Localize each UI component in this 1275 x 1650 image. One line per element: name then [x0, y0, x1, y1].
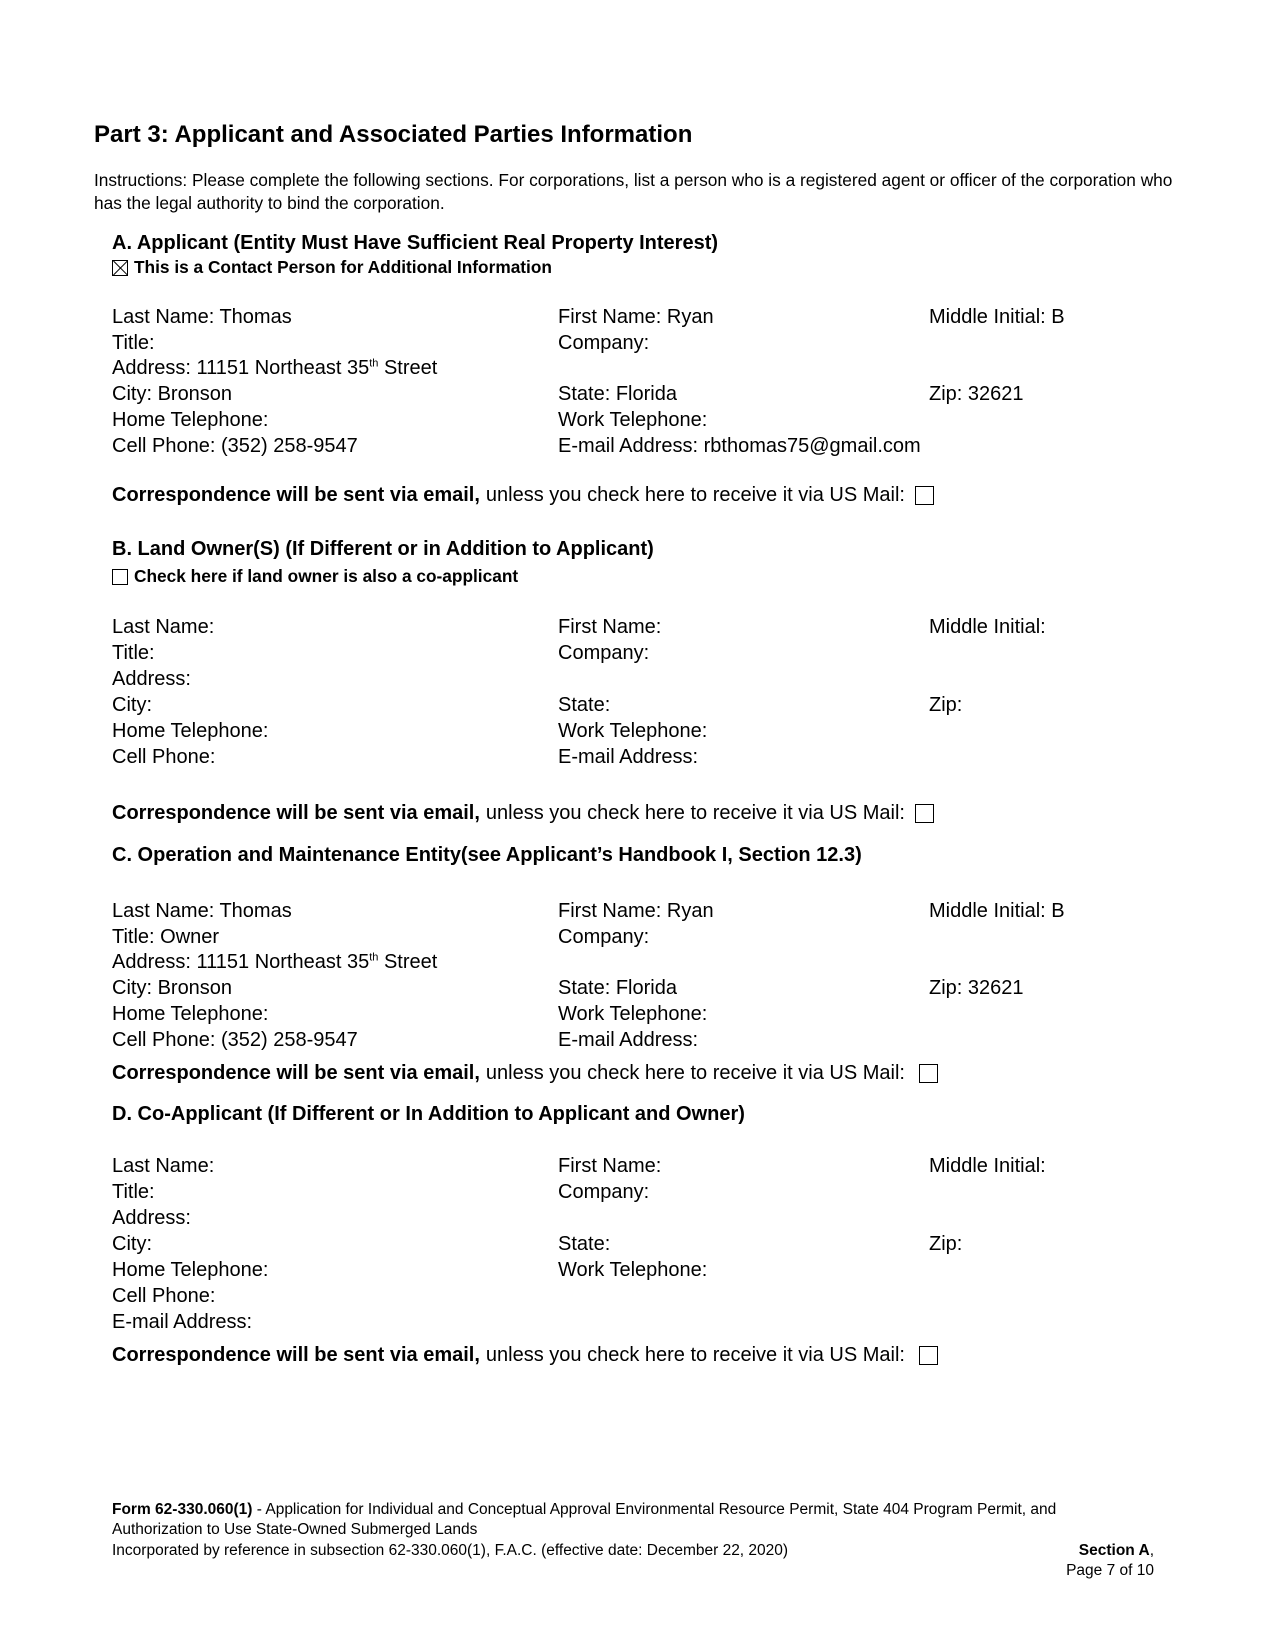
d-first-name: First Name:: [558, 1155, 662, 1177]
b-first-name: First Name:: [558, 616, 662, 638]
a-state: State: Florida: [558, 383, 677, 405]
section-b-coapplicant-checkbox-row[interactable]: [112, 566, 518, 587]
c-middle-initial: Middle Initial: B: [929, 900, 1065, 922]
correspondence-text: unless you check here to receive it via US Mail:: [485, 1062, 905, 1084]
c-cell-phone: Cell Phone: (352) 258-9547: [112, 1029, 358, 1051]
a-us-mail-checkbox[interactable]: [915, 486, 934, 505]
correspondence-text: unless you check here to receive it via US Mail:: [485, 1344, 905, 1366]
contact-person-label: This is a Contact Person for Additional Information: [134, 257, 552, 277]
b-last-name: Last Name:: [112, 616, 215, 638]
b-company: Company:: [558, 642, 650, 664]
c-email: E-mail Address:: [558, 1029, 699, 1051]
c-last-name: Last Name: Thomas: [112, 900, 292, 922]
a-correspondence-row: [112, 484, 934, 507]
d-company: Company:: [558, 1181, 650, 1203]
footer-form-number: Form 62-330.060(1): [112, 1501, 253, 1518]
c-address: Address: 11151 Northeast 35th Street: [112, 951, 438, 973]
contact-person-checkbox[interactable]: [112, 260, 128, 276]
d-cell-phone: Cell Phone:: [112, 1285, 216, 1307]
d-correspondence-row: [112, 1344, 938, 1367]
d-title: Title:: [112, 1181, 155, 1203]
d-state: State:: [558, 1233, 611, 1255]
b-work-telephone: Work Telephone:: [558, 720, 708, 742]
correspondence-bold: Correspondence will be sent via email,: [112, 1062, 480, 1084]
b-email: E-mail Address:: [558, 746, 699, 768]
footer-form-line: [112, 1500, 1056, 1520]
a-address: Address: 11151 Northeast 35th Street: [112, 357, 438, 379]
d-home-telephone: Home Telephone:: [112, 1259, 269, 1281]
d-address: Address:: [112, 1207, 191, 1229]
correspondence-bold: Correspondence will be sent via email,: [112, 1344, 480, 1366]
land-owner-coapplicant-checkbox[interactable]: [112, 569, 128, 585]
d-city: City:: [112, 1233, 152, 1255]
a-last-name: Last Name: Thomas: [112, 306, 292, 328]
a-zip: Zip: 32621: [929, 383, 1024, 405]
d-middle-initial: Middle Initial:: [929, 1155, 1046, 1177]
a-title: Title:: [112, 332, 155, 354]
a-first-name: First Name: Ryan: [558, 306, 714, 328]
a-cell-phone: Cell Phone: (352) 258-9547: [112, 435, 358, 457]
a-middle-initial: Middle Initial: B: [929, 306, 1065, 328]
a-email: E-mail Address: rbthomas75@gmail.com: [558, 435, 921, 457]
b-home-telephone: Home Telephone:: [112, 720, 269, 742]
c-work-telephone: Work Telephone:: [558, 1003, 708, 1025]
c-us-mail-checkbox[interactable]: [919, 1064, 938, 1083]
c-title: Title: Owner: [112, 926, 220, 948]
footer-page-number: Page 7 of 10: [1066, 1562, 1154, 1579]
d-zip: Zip:: [929, 1233, 963, 1255]
d-email: E-mail Address:: [112, 1311, 253, 1333]
instructions-text: Instructions: Please complete the following sections. For corporations, list a person who is a registered agent or officer of the corporation who has the legal authority to bind the corporation.: [94, 170, 1173, 213]
b-title: Title:: [112, 642, 155, 664]
c-zip: Zip: 32621: [929, 977, 1024, 999]
c-first-name: First Name: Ryan: [558, 900, 714, 922]
b-zip: Zip:: [929, 694, 963, 716]
b-state: State:: [558, 694, 611, 716]
footer-incorporated: Incorporated by reference in subsection 62-330.060(1), F.A.C. (effective date: December 22, 2020): [112, 1542, 789, 1559]
correspondence-bold: Correspondence will be sent via email,: [112, 484, 480, 506]
correspondence-bold: Correspondence will be sent via email,: [112, 802, 480, 824]
c-correspondence-row: [112, 1062, 938, 1085]
b-cell-phone: Cell Phone:: [112, 746, 216, 768]
c-home-telephone: Home Telephone:: [112, 1003, 269, 1025]
d-work-telephone: Work Telephone:: [558, 1259, 708, 1281]
section-b-heading: B. Land Owner(S) (If Different or in Addition to Applicant): [112, 538, 654, 560]
correspondence-text: unless you check here to receive it via US Mail:: [485, 484, 905, 506]
page-title: Part 3: Applicant and Associated Parties Information: [94, 121, 693, 148]
b-us-mail-checkbox[interactable]: [915, 804, 934, 823]
b-middle-initial: Middle Initial:: [929, 616, 1046, 638]
c-state: State: Florida: [558, 977, 677, 999]
b-city: City:: [112, 694, 152, 716]
a-work-telephone: Work Telephone:: [558, 409, 708, 431]
c-city: City: Bronson: [112, 977, 233, 999]
section-a-heading: A. Applicant (Entity Must Have Sufficient Real Property Interest): [112, 232, 719, 254]
section-a-contact-checkbox-row[interactable]: [112, 257, 552, 278]
section-d-heading: D. Co-Applicant (If Different or In Addition to Applicant and Owner): [112, 1103, 745, 1125]
d-us-mail-checkbox[interactable]: [919, 1346, 938, 1365]
section-c-heading: C. Operation and Maintenance Entity(see Applicant’s Handbook I, Section 12.3): [112, 844, 862, 866]
a-city: City: Bronson: [112, 383, 233, 405]
land-owner-coapplicant-label: Check here if land owner is also a co-applicant: [134, 566, 519, 586]
c-company: Company:: [558, 926, 650, 948]
footer-form-description: - Application for Individual and Conceptual Approval Environmental Resource Permit, State 404 Program Permit, and: [252, 1501, 1057, 1518]
d-last-name: Last Name:: [112, 1155, 215, 1177]
footer-section-label: Section A,: [1078, 1542, 1154, 1559]
b-address: Address:: [112, 668, 191, 690]
a-company: Company:: [558, 332, 650, 354]
b-correspondence-row: [112, 802, 934, 825]
footer-form-line-2: Authorization to Use State-Owned Submerged Lands: [112, 1521, 478, 1538]
correspondence-text: unless you check here to receive it via US Mail:: [485, 802, 905, 824]
a-home-telephone: Home Telephone:: [112, 409, 269, 431]
